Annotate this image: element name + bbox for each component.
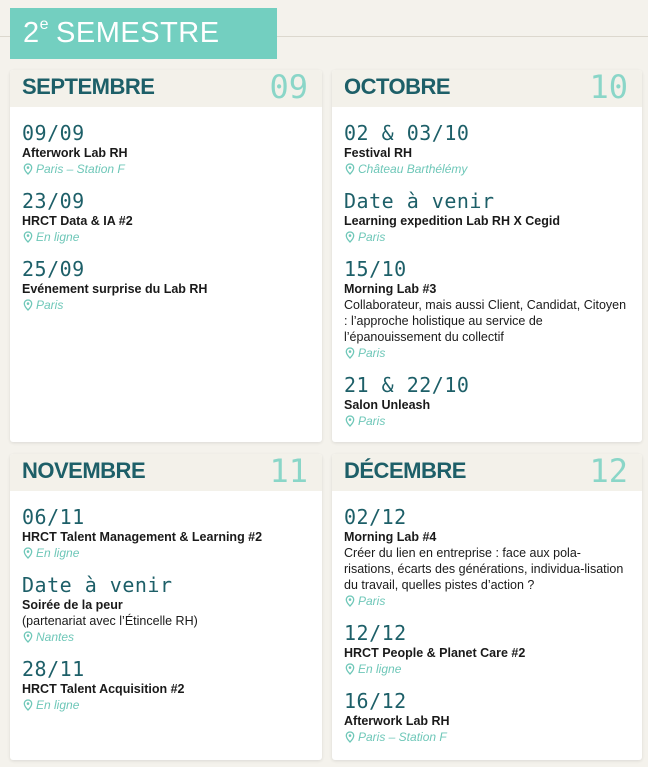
event-location-label: En ligne [36,546,80,560]
event-location [344,593,630,609]
event-location [344,345,630,361]
location-pin-icon [22,231,34,243]
event-item [344,689,630,745]
month-name: SEPTEMBRE [22,74,155,99]
event-item [344,189,630,245]
event-item [22,121,310,177]
location-pin-icon [344,663,356,675]
event-location-label: Paris [358,230,386,244]
event-description: Créer du lien en entreprise : face aux pola-risations, écarts des générations, individua-lisation du travail, quelles pistes d’action ? [344,546,624,592]
month-header [10,454,322,491]
event-location [344,229,630,245]
month-number: 09 [269,70,308,106]
event-item [22,573,310,645]
event-location-label: En ligne [358,662,402,676]
event-title: HRCT Talent Management & Learning #2 [22,530,263,544]
event-location [344,413,630,429]
event-title: Afterwork Lab RH [22,146,128,160]
event-location-label: Paris – Station F [358,730,447,744]
location-pin-icon [22,163,34,175]
month-name: NOVEMBRE [22,458,146,483]
event-location-label: Paris [358,414,386,428]
event-description: (partenariat avec l’Étincelle RH) [22,614,198,628]
event-title: Learning expedition Lab RH X Cegid [344,214,560,228]
event-date: 21 & 22/10 [344,373,470,397]
event-location [22,297,310,313]
semester-label: SEMESTRE [56,17,220,49]
event-location-label: Paris [36,298,64,312]
event-item [344,121,630,177]
event-date: Date à venir [22,573,173,597]
event-location-label: En ligne [36,698,80,712]
event-location [22,229,310,245]
month-header [10,70,322,107]
event-description: Collaborateur, mais aussi Client, Candidat, Citoyen : l’approche holistique au service de l’épanouissement du collectif [344,298,627,344]
event-date: Date à venir [344,189,495,213]
event-list [10,491,322,713]
semester-superscript: e [39,15,50,33]
event-date: 28/11 [22,657,85,681]
event-location-label: Nantes [36,630,75,644]
event-location-label: Paris [358,594,386,608]
event-title: Soirée de la peur [22,598,123,612]
event-location [22,545,310,561]
location-pin-icon [344,595,356,607]
event-location-label: En ligne [36,230,80,244]
month-card-december [332,454,642,760]
event-date: 25/09 [22,257,85,281]
event-title: HRCT Data & IA #2 [22,214,133,228]
event-list [332,491,642,745]
event-location [22,629,310,645]
event-title: HRCT Talent Acquisition #2 [22,682,185,696]
event-title: Evénement surprise du Lab RH [22,282,208,296]
event-location [22,161,310,177]
event-list [332,107,642,429]
event-location-label: Paris [358,346,386,360]
location-pin-icon [344,731,356,743]
month-name: OCTOBRE [344,74,451,99]
event-location [344,729,630,745]
event-date: 12/12 [344,621,407,645]
location-pin-icon [344,415,356,427]
month-number: 11 [269,454,308,490]
event-item [22,657,310,713]
event-title: Salon Unleash [344,398,431,412]
event-location-label: Paris – Station F [36,162,125,176]
event-item [344,373,630,429]
event-date: 06/11 [22,505,85,529]
event-item [344,257,630,361]
event-date: 16/12 [344,689,407,713]
location-pin-icon [344,347,356,359]
event-title: Morning Lab #3 [344,282,437,296]
month-number: 12 [589,454,628,490]
event-date: 23/09 [22,189,85,213]
event-item [344,621,630,677]
event-location [344,161,630,177]
event-item [22,189,310,245]
semester-banner [10,8,277,59]
event-title: Morning Lab #4 [344,530,437,544]
location-pin-icon [344,231,356,243]
event-date: 02 & 03/10 [344,121,470,145]
event-location [344,661,630,677]
semester-number: 2 [23,17,40,49]
location-pin-icon [22,631,34,643]
event-title: HRCT People & Planet Care #2 [344,646,526,660]
location-pin-icon [22,299,34,311]
location-pin-icon [22,547,34,559]
location-pin-icon [22,699,34,711]
month-card-september [10,70,322,442]
event-item [22,505,310,561]
event-title: Festival RH [344,146,413,160]
event-date: 15/10 [344,257,407,281]
event-location-label: Château Barthélémy [358,162,468,176]
month-card-october [332,70,642,442]
month-header [332,70,642,107]
month-name: DÉCEMBRE [344,458,466,483]
event-item [22,257,310,313]
event-item [344,505,630,609]
month-number: 10 [589,70,628,106]
event-title: Afterwork Lab RH [344,714,450,728]
event-date: 09/09 [22,121,85,145]
event-list [10,107,322,313]
month-header [332,454,642,491]
event-date: 02/12 [344,505,407,529]
location-pin-icon [344,163,356,175]
event-location [22,697,310,713]
month-card-november [10,454,322,760]
